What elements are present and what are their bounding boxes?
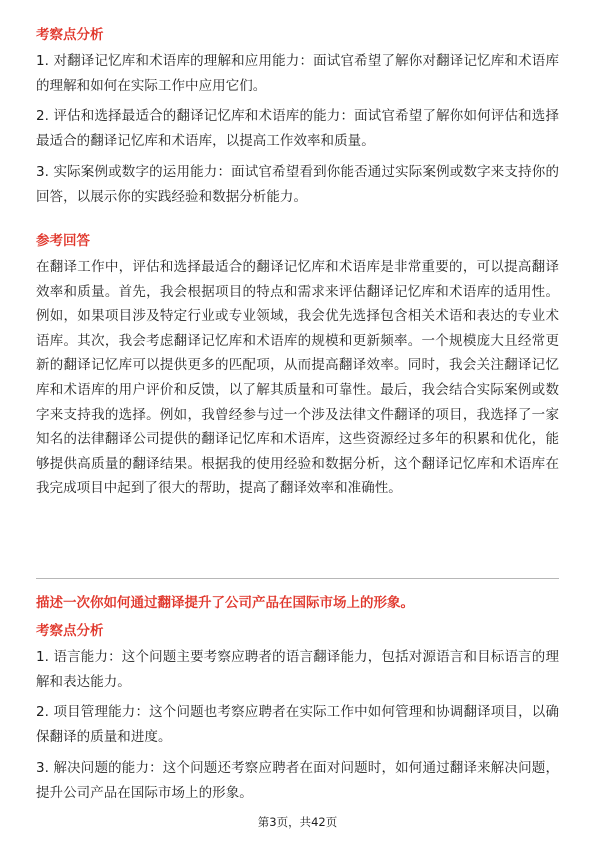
answer-paragraph: 在翻译工作中，评估和选择最适合的翻译记忆库和术语库是非常重要的，可以提高翻译效率和质量。首先，我会根据项目的特点和需求来评估翻译记忆库和术语库的适用性。例如，如果项目涉及特定行业或专业领域，我会优先选择包含相关术语和表达的专业术语库。其次，我会考虑翻译记忆库和术语库的规模和更新频率。一个规模庞大且经常更新的翻译记忆库可以提供更多的匹配项，从而提高翻译效率。同时，我会关注翻译记忆库和术语库的用户评价和反馈，以了解其质量和可靠性。最后，我会结合实际案例或数字来支持我的选择。例如，我曾经参与过一个涉及法律文件翻译的项目，我选择了一家知名的法律翻译公司提供的翻译记忆库和术语库，这些资源经过多年的积累和优化，能够提供高质量的翻译结果。根据我的使用经验和数据分析，这个翻译记忆库和术语库在我完成项目中起到了很大的帮助，提高了翻译效率和准确性。 bbox=[36, 259, 559, 497]
analysis-point: 1. 对翻译记忆库和术语库的理解和应用能力：面试官希望了解你对翻译记忆库和术语库的理解和如何在实际工作中应用它们。 bbox=[36, 53, 559, 94]
analysis-point: 1. 语言能力：这个问题主要考察应聘者的语言翻译能力，包括对源语言和目标语言的理解和表达能力。 bbox=[36, 649, 559, 690]
analysis-point: 2. 项目管理能力：这个问题也考察应聘者在实际工作中如何管理和协调翻译项目，以确保翻译的质量和进度。 bbox=[36, 704, 559, 745]
analysis-heading: 考察点分析 bbox=[36, 27, 104, 43]
analysis-point: 3. 实际案例或数字的运用能力：面试官希望看到你能否通过实际案例或数字来支持你的回答，以展示你的实践经验和数据分析能力。 bbox=[36, 164, 559, 205]
section-divider bbox=[36, 578, 559, 579]
answer-heading: 参考回答 bbox=[36, 233, 90, 249]
page-number: 第3页，共42页 bbox=[257, 815, 338, 829]
analysis-point: 2. 评估和选择最适合的翻译记忆库和术语库的能力：面试官希望了解你如何评估和选择最适合的翻译记忆库和术语库，以提高工作效率和质量。 bbox=[36, 108, 559, 149]
analysis-point: 3. 解决问题的能力：这个问题还考察应聘者在面对问题时，如何通过翻译来解决问题，提升公司产品在国际市场上的形象。 bbox=[36, 760, 559, 801]
question-heading: 描述一次你如何通过翻译提升了公司产品在国际市场上的形象。 bbox=[36, 595, 414, 611]
analysis-heading: 考察点分析 bbox=[36, 623, 104, 639]
